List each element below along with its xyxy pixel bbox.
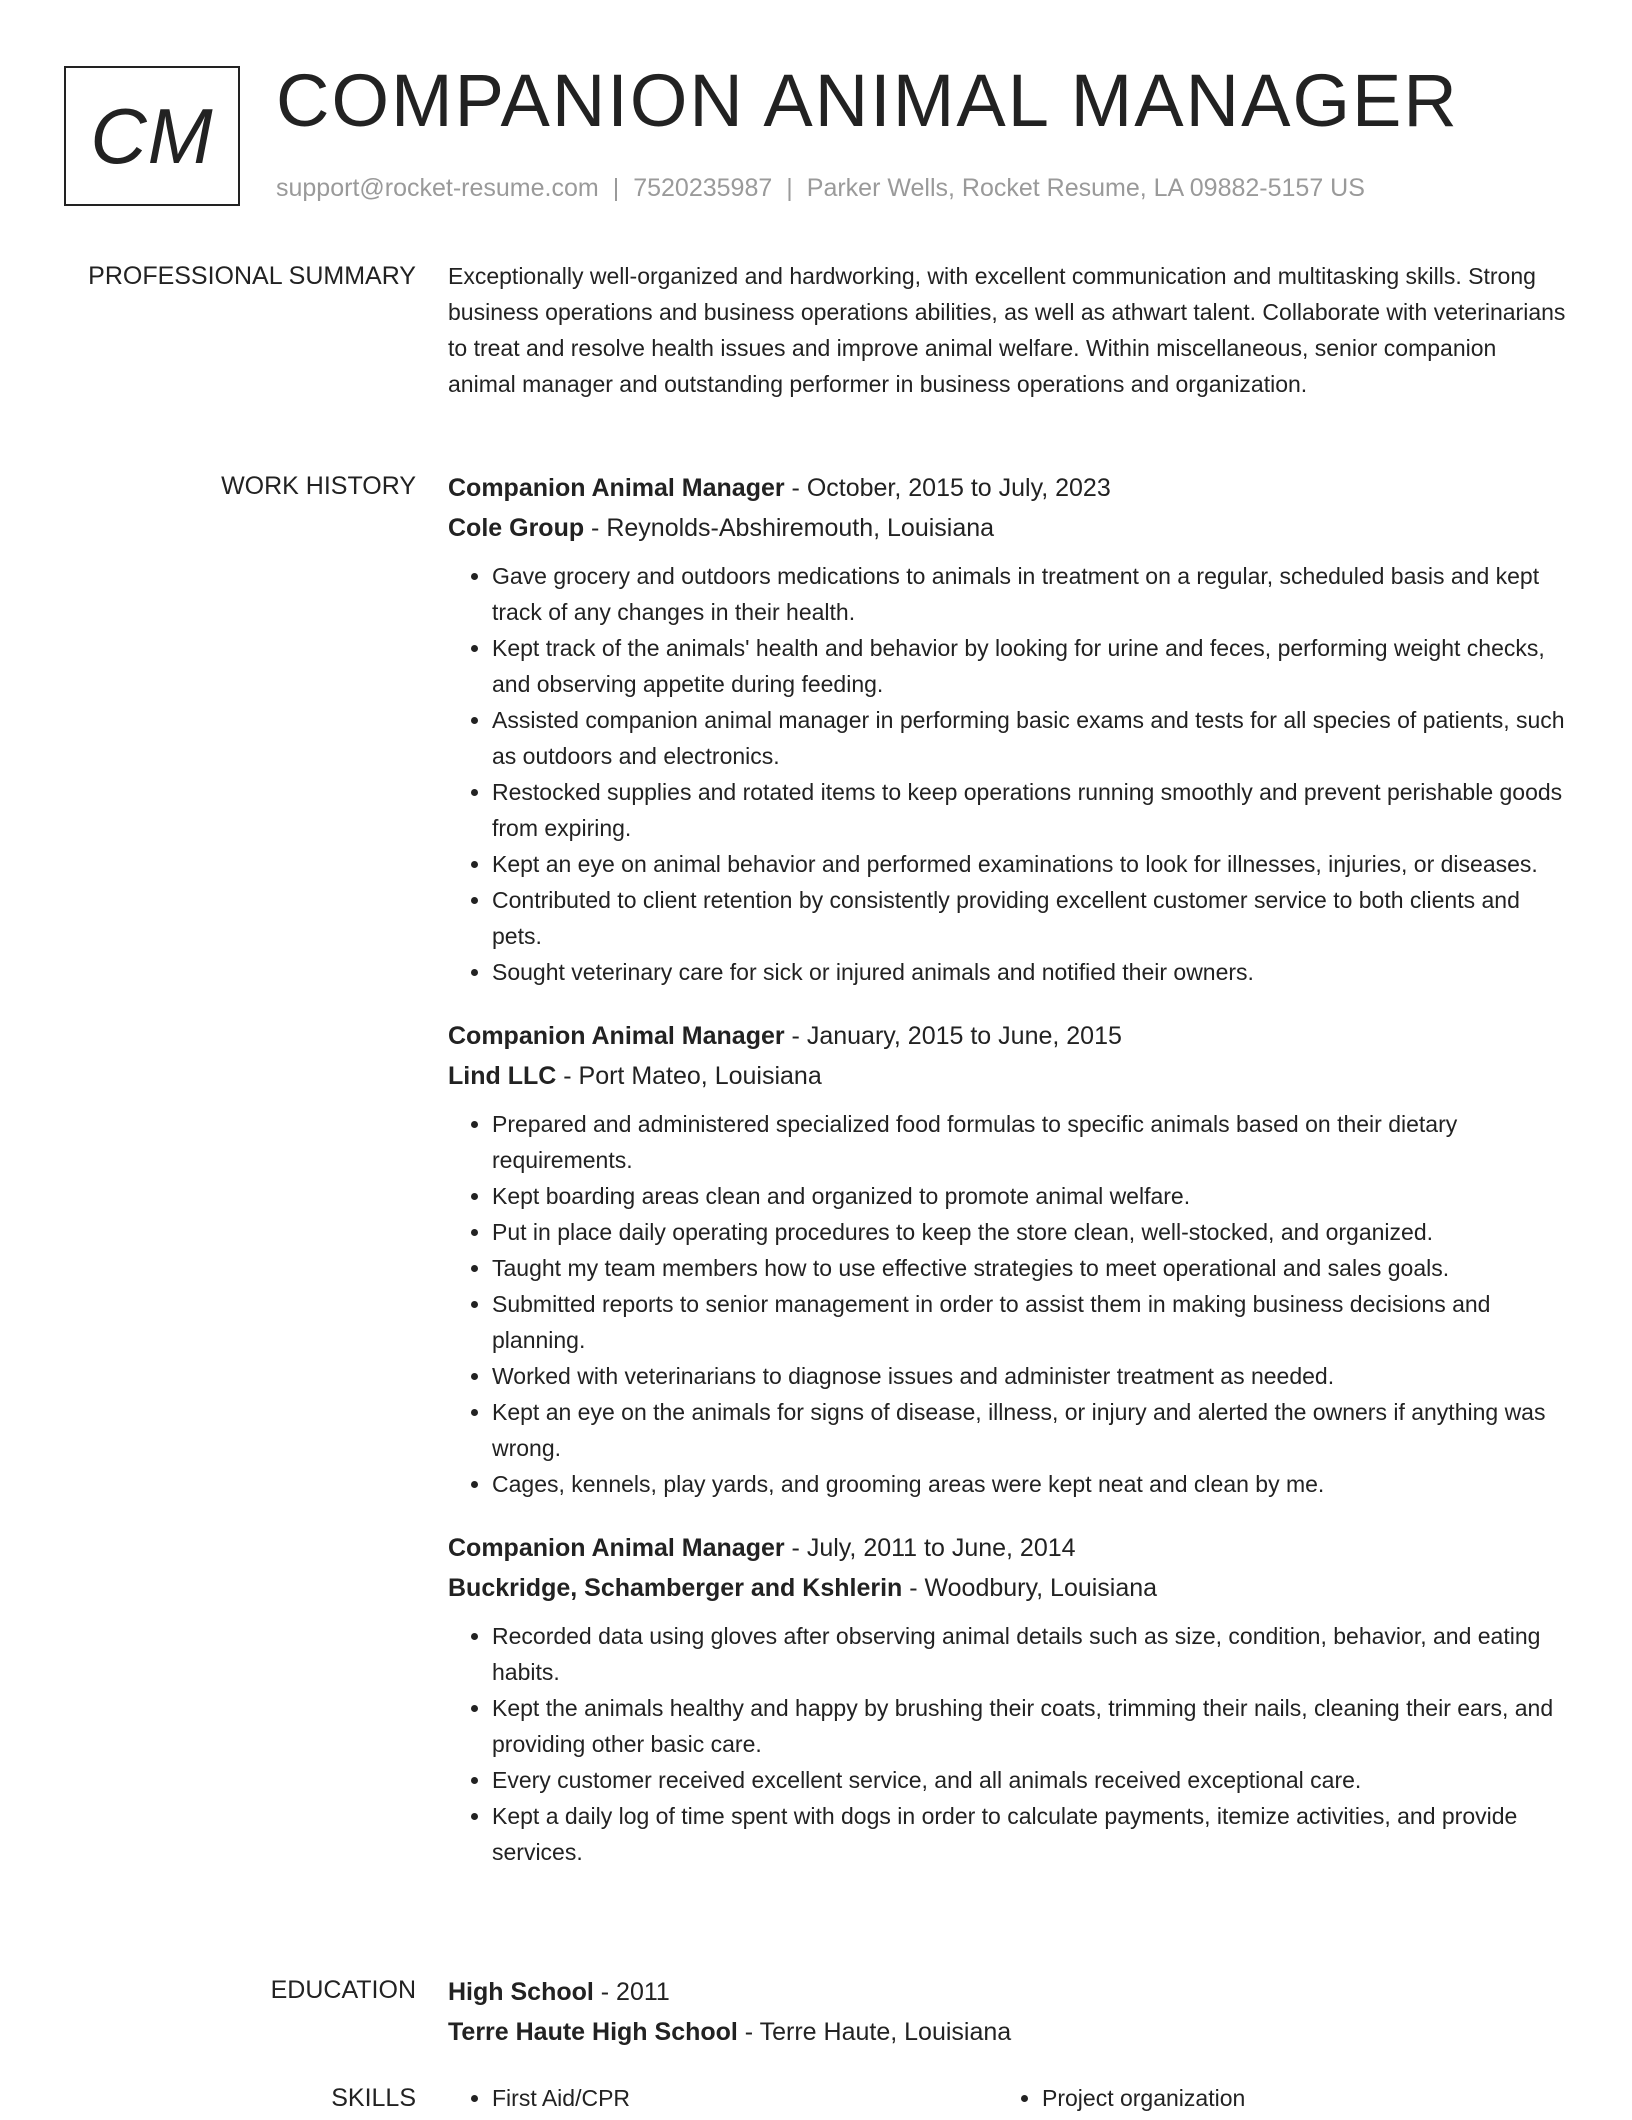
resume-name: COMPANION ANIMAL MANAGER bbox=[276, 59, 1459, 142]
education-school-line bbox=[448, 2012, 1568, 2052]
skill-item: • Project organization bbox=[1042, 2080, 1245, 2116]
list-item: • Gave grocery and outdoors medications to animals in treatment on a regular, scheduled basis and kept track of any changes in their health. bbox=[492, 558, 1568, 630]
job-location: - Port Mateo, Louisiana bbox=[556, 1062, 822, 1090]
list-item: • Restocked supplies and rotated items to keep operations running smoothly and prevent perishable goods from expiring. bbox=[492, 774, 1568, 846]
list-item: • Kept track of the animals' health and behavior by looking for urine and feces, performing weight checks, and observing appetite during feeding. bbox=[492, 630, 1568, 702]
job-title-line bbox=[448, 1016, 1568, 1056]
job-location: - Woodbury, Louisiana bbox=[902, 1574, 1158, 1602]
list-item: • Taught my team members how to use effective strategies to meet operational and sales goals. bbox=[492, 1250, 1568, 1286]
education-year: - 2011 bbox=[593, 1978, 670, 2006]
contact-address: Parker Wells, Rocket Resume, LA 09882-5157 US bbox=[806, 174, 1365, 202]
contact-email[interactable]: support@rocket-resume.com bbox=[276, 174, 599, 202]
list-item: • Kept a daily log of time spent with dogs in order to calculate payments, itemize activities, and provide services. bbox=[492, 1798, 1568, 1870]
contact-separator: | bbox=[786, 174, 793, 202]
list-item: • Cages, kennels, play yards, and grooming areas were kept neat and clean by me. bbox=[492, 1466, 1568, 1502]
list-item: • Contributed to client retention by consistently providing excellent customer service to both clients and pets. bbox=[492, 882, 1568, 954]
list-item: • Put in place daily operating procedures to keep the store clean, well-stocked, and organized. bbox=[492, 1214, 1568, 1250]
education-degree: High School bbox=[448, 1978, 594, 2006]
skill-item: • First Aid/CPR bbox=[492, 2080, 630, 2116]
list-item: • Kept an eye on the animals for signs of disease, illness, or injury and alerted the owners if anything was wrong. bbox=[492, 1394, 1568, 1466]
section-label: SKILLS bbox=[331, 2084, 416, 2112]
job-entry bbox=[448, 1528, 1568, 1870]
skills-column-left bbox=[448, 2080, 630, 2116]
contact-line bbox=[276, 174, 1365, 203]
job-company: Buckridge, Schamberger and Kshlerin bbox=[448, 1574, 903, 1602]
section-label: PROFESSIONAL SUMMARY bbox=[88, 262, 416, 290]
section-label: WORK HISTORY bbox=[221, 472, 416, 500]
job-company: Cole Group bbox=[448, 514, 585, 542]
job-title: Companion Animal Manager bbox=[448, 474, 785, 502]
job-dates: - July, 2011 to June, 2014 bbox=[784, 1534, 1076, 1562]
list-item: • Worked with veterinarians to diagnose issues and administer treatment as needed. bbox=[492, 1358, 1568, 1394]
job-title: Companion Animal Manager bbox=[448, 1534, 785, 1562]
education-degree-line bbox=[448, 1972, 1568, 2012]
list-item: • Kept the animals healthy and happy by brushing their coats, trimming their nails, cleaning their ears, and providing other basic care. bbox=[492, 1690, 1568, 1762]
job-location: - Reynolds-Abshiremouth, Louisiana bbox=[584, 514, 995, 542]
skills-body bbox=[448, 2080, 1568, 2120]
job-company-line bbox=[448, 1056, 1568, 1096]
contact-separator: | bbox=[612, 174, 620, 202]
education-body bbox=[448, 1972, 1568, 2052]
job-bullets bbox=[448, 1106, 1568, 1502]
list-item: • Every customer received excellent service, and all animals received exceptional care. bbox=[492, 1762, 1568, 1798]
work-history-body bbox=[448, 468, 1568, 1896]
summary-body bbox=[448, 258, 1568, 402]
job-entry bbox=[448, 1016, 1568, 1502]
job-company: Lind LLC bbox=[448, 1062, 557, 1090]
list-item: • Kept boarding areas clean and organized to promote animal welfare. bbox=[492, 1178, 1568, 1214]
education-school: Terre Haute High School bbox=[448, 2018, 738, 2046]
list-item: • Prepared and administered specialized food formulas to specific animals based on their dietary requirements. bbox=[492, 1106, 1568, 1178]
section-label: EDUCATION bbox=[270, 1976, 416, 2004]
job-title-line bbox=[448, 1528, 1568, 1568]
job-bullets bbox=[448, 558, 1568, 990]
job-title-line bbox=[448, 468, 1568, 508]
education-location: - Terre Haute, Louisiana bbox=[737, 2018, 1012, 2046]
job-dates: - January, 2015 to June, 2015 bbox=[784, 1022, 1122, 1050]
job-company-line bbox=[448, 508, 1568, 548]
job-title: Companion Animal Manager bbox=[448, 1022, 785, 1050]
list-item: • Recorded data using gloves after observing animal details such as size, condition, behavior, and eating habits. bbox=[492, 1618, 1568, 1690]
skills-list bbox=[448, 2080, 1568, 2120]
list-item: • Kept an eye on animal behavior and performed examinations to look for illnesses, injuries, or diseases. bbox=[492, 846, 1568, 882]
skills-column-right bbox=[998, 2080, 1245, 2116]
summary-text: Exceptionally well-organized and hardworking, with excellent communication and multitasking skills. Strong business operations and business operations abilities, as well as athwart talent. Collaborate with veterinarians to treat and resolve health issues and improve animal welfare. Within miscellaneous, senior companion animal manager and outstanding performer in business operations and organization. bbox=[448, 263, 1566, 397]
list-item: • Sought veterinary care for sick or injured animals and notified their owners. bbox=[492, 954, 1568, 990]
job-bullets bbox=[448, 1618, 1568, 1870]
job-entry bbox=[448, 468, 1568, 990]
job-dates: - October, 2015 to July, 2023 bbox=[784, 474, 1111, 502]
list-item: • Assisted companion animal manager in performing basic exams and tests for all species of patients, such as outdoors and electronics. bbox=[492, 702, 1568, 774]
monogram: CM bbox=[64, 66, 240, 206]
list-item: • Submitted reports to senior management in order to assist them in making business decisions and planning. bbox=[492, 1286, 1568, 1358]
job-company-line bbox=[448, 1568, 1568, 1608]
contact-phone[interactable]: 7520235987 bbox=[633, 174, 773, 202]
